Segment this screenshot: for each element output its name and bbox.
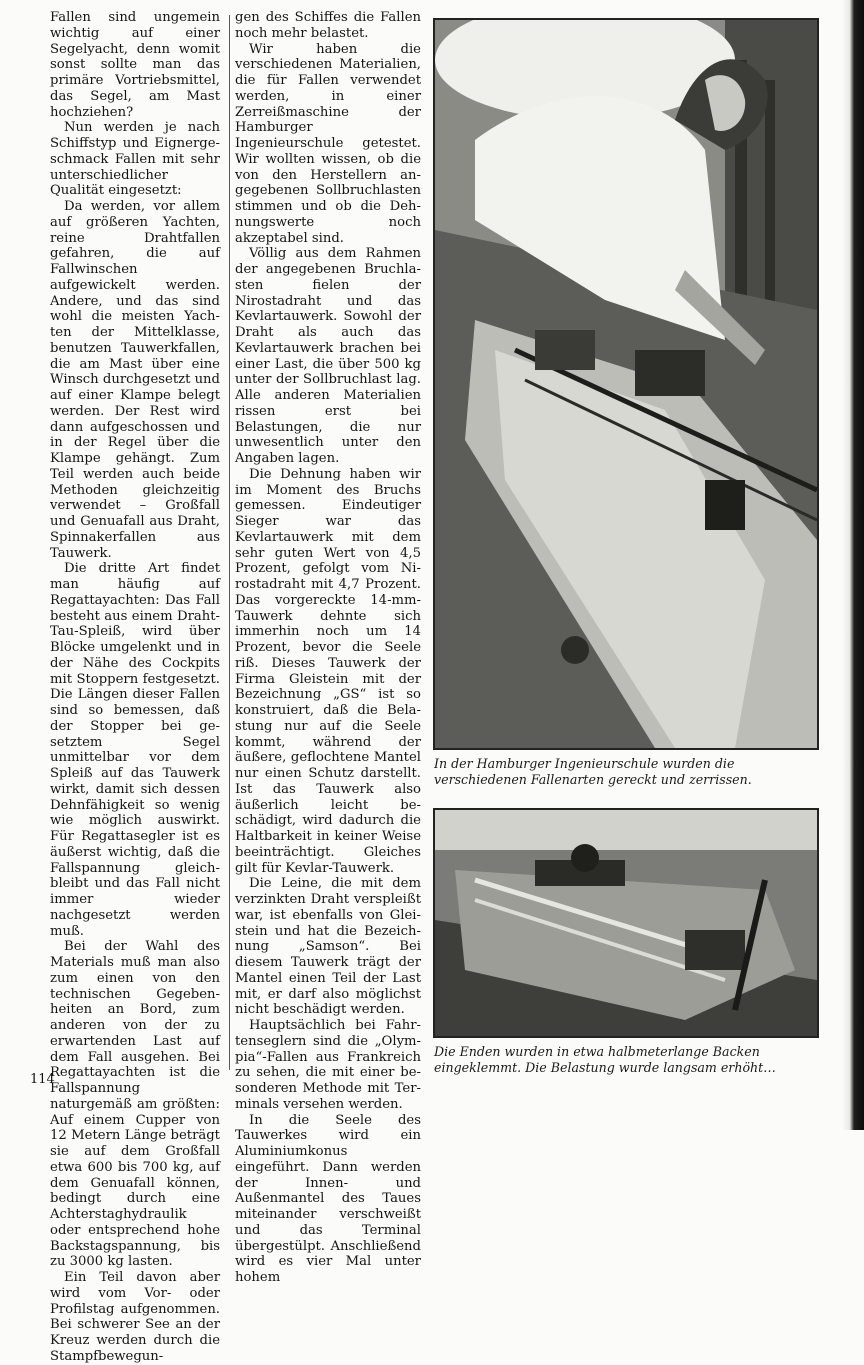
photo-testing-machine — [433, 18, 819, 750]
paragraph: Völlig aus dem Rahmen der angegebenen Bruchlasten fielen der Nirostadraht und das Kevlartauwerk. Sowohl der Draht als auch das Kevlartauwerk brachen bei einer Last, die über 500 kg unter der Sollbruchlast lag. Alle anderen Materialien rissen erst bei Belastungen, die nur unwesentlich unter den Angaben lagen. — [235, 246, 421, 466]
paragraph: Die Leine, die mit dem verzinkten Draht verspleißt war, ist ebenfalls von Gleistein und hat die Bezeichnung „Samson“. Bei diesem Tauwerk trägt der Mantel einen Teil der Last mit, er darf also möglichst nicht beschädigt werden. — [235, 876, 421, 1018]
paragraph: Die Dehnung haben wir im Moment des Bruchs gemessen. Eindeutiger Sieger war das Kevlartauwerk mit dem sehr guten Wert von 4,5 Prozent, gefolgt vom Nirostadraht mit 4,7 Prozent. Das vorgereckte 14-mm-Tauwerk dehnte sich immerhin noch um 14 Prozent, bevor die Seele riß. Dieses Tauwerk der Firma Gleistein mit der Bezeichnung „GS“ ist so konstruiert, daß die Belastung nur auf die Seele kommt, während der äußere, geflochtene Mantel nur einen Schutz darstellt. Ist das Tauwerk also äußerlich leicht beschädigt, wird dadurch die Haltbarkeit in keiner Weise beeinträchtigt. Gleiches gilt für Kevlar-Tauwerk. — [235, 466, 421, 876]
text-column-middle — [235, 10, 421, 1286]
paragraph: Ein Teil davon aber wird vom Vor- oder Profilstag aufgenommen. Bei schwerer See an der Kreuz werden durch die Stampfbewegun- — [50, 1270, 220, 1364]
text-column-left — [50, 10, 220, 1365]
paragraph: Nun werden je nach Schiffstyp und Eignergeschmack Fallen mit sehr unterschiedlicher Qualität eingesetzt: — [50, 120, 220, 199]
caption-photo-1: In der Hamburger Ingenieurschule wurden die verschiedenen Fallenarten gereckt und zerrissen. — [434, 756, 752, 787]
paragraph: In die Seele des Tauwerkes wird ein Aluminiumkonus eingeführt. Dann werden der Innen- und Außenmantel des Taues miteinander verschweißt und das Terminal übergestülpt. Anschließend wird es vier Mal unter hohem — [235, 1112, 421, 1285]
paragraph: Die dritte Art findet man häufig auf Regattayachten: Das Fall besteht aus einem Draht-Tau-Spleiß, wird über Blöcke umgelenkt und in der Nähe des Cockpits mit Stoppern festgesetzt. Die Längen dieser Fallen sind so bemessen, daß der Stopper bei gesetztem Segel unmittelbar vor dem Spleiß auf das Tauwerk wirkt, damit sich dessen Dehnfähigkeit so wenig wie möglich auswirkt. Für Regattasegler ist es äußerst wichtig, daß die Fallspannung gleichbleibt und das Fall nicht immer wieder nachgesetzt werden muß. — [50, 561, 220, 939]
paragraph: Da werden, vor allem auf größeren Yachten, reine Drahtfallen gefahren, die auf Fallwinschen aufgewickelt werden. Andere, und das sind wohl die meisten Yachten der Mittelklasse, benutzen Tauwerkfallen, die am Mast über eine Winsch durchgesetzt und auf einer Klampe belegt werden. Der Rest wird dann aufgeschossen und in der Regel über die Klampe gehängt. Zum Teil werden auch beide Methoden gleichzeitig verwendet – Großfall und Genuafall aus Draht, Spinnakerfallen aus Tauwerk. — [50, 199, 220, 561]
paragraph: gen des Schiffes die Fallen noch mehr belastet. — [235, 10, 421, 41]
photo-clamp-jaws — [433, 808, 819, 1038]
paragraph: Hauptsächlich bei Fahrtenseglern sind die „Olympia“-Fallen aus Frankreich zu sehen, die mit einer besonderen Methode mit Terminals versehen werden. — [235, 1018, 421, 1112]
scan-edge — [842, 0, 864, 1130]
page-number: 114 — [30, 1072, 55, 1087]
column-rule — [229, 15, 230, 1070]
paragraph: Fallen sind ungemein wichtig auf einer Segelyacht, denn womit sonst sollte man das primäre Vortriebsmittel, das Segel, am Mast hochziehen? — [50, 10, 220, 120]
caption-photo-2: Die Enden wurden in etwa halbmeterlange Backen eingeklemmt. Die Belastung wurde langsam erhöht… — [434, 1044, 776, 1075]
paragraph: Bei der Wahl des Materials muß man also zum einen von den technischen Gegebenheiten an Bord, zum anderen von der zu erwartenden Last auf dem Fall ausgehen. Bei Regattayachten ist die Fallspannung naturgemäß am größten: Auf einem Cupper von 12 Metern Länge beträgt sie auf dem Großfall etwa 600 bis 700 kg, auf dem Genuafall können, bedingt durch eine Achterstaghydraulik oder entsprechend hohe Backstagspannung, bis zu 3000 kg lasten. — [50, 939, 220, 1270]
paragraph: Wir haben die verschiedenen Materialien, die für Fallen verwendet werden, in einer Zerreißmaschine der Hamburger Ingenieurschule getestet. Wir wollten wissen, ob die von den Herstellern angegebenen Sollbruchlasten stimmen und ob die Dehnungswerte noch akzeptabel sind. — [235, 41, 421, 246]
